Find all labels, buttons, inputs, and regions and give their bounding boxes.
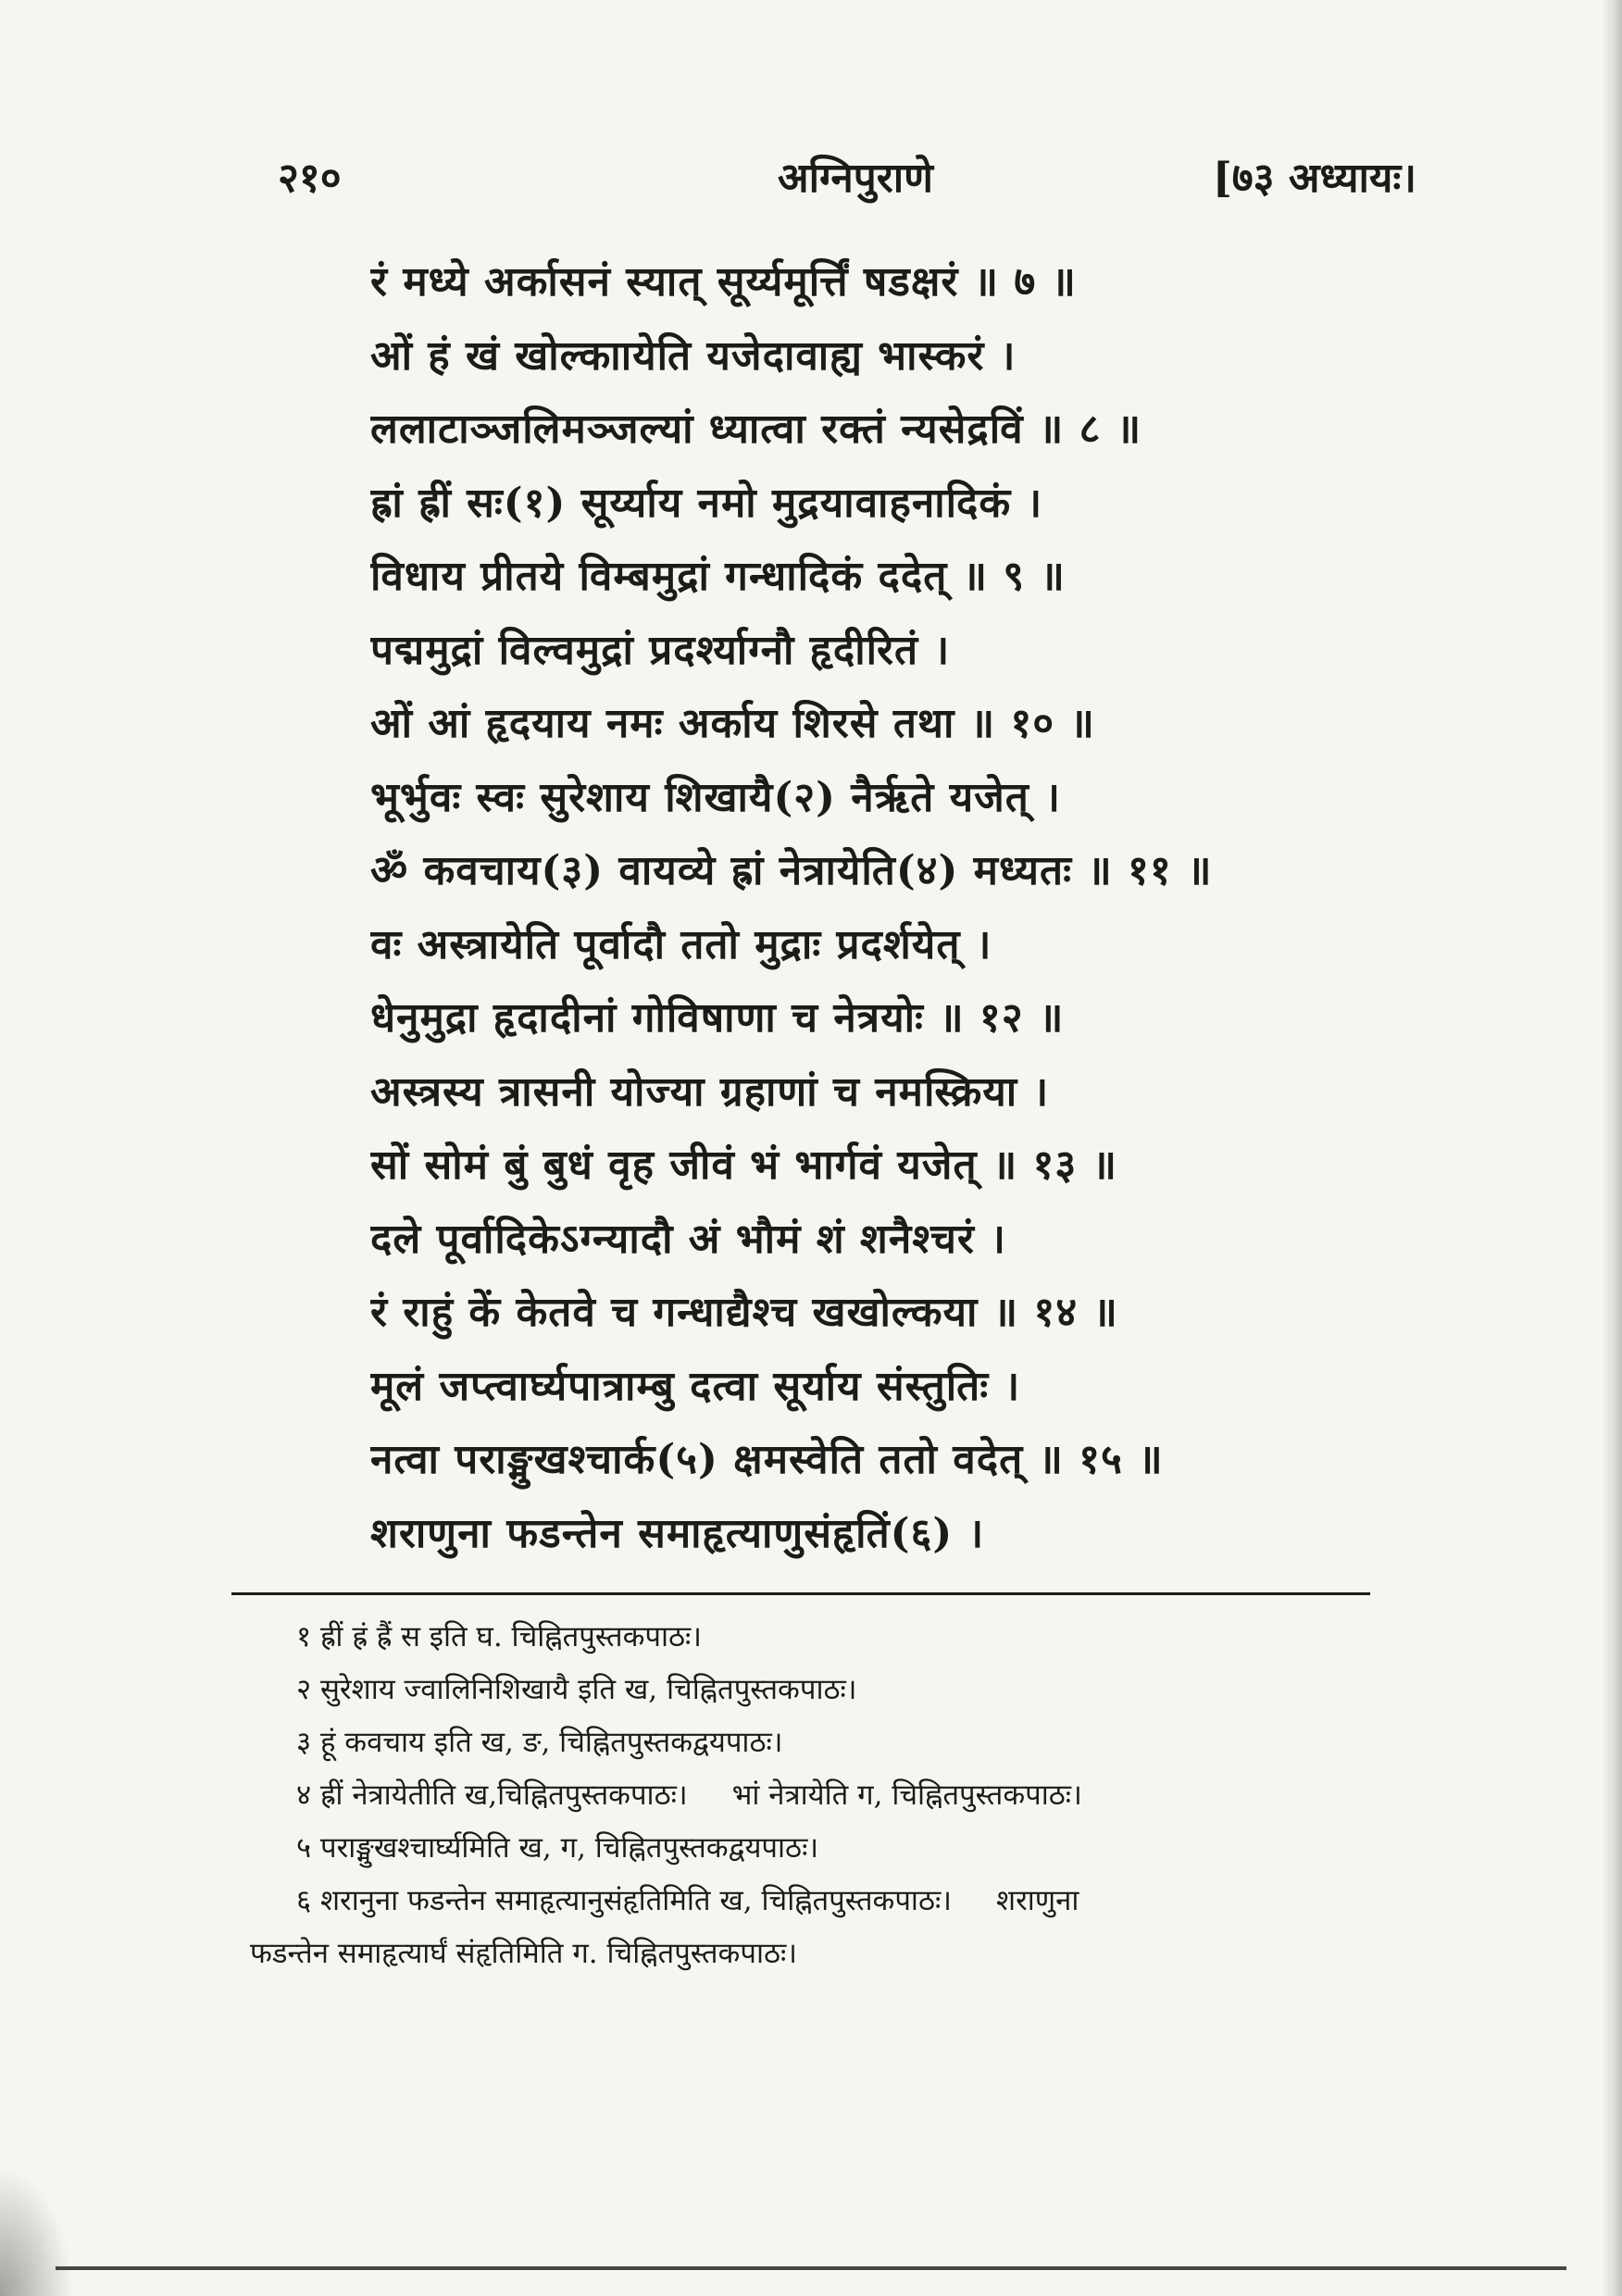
verse-line: दले पूर्वादिकेऽग्न्यादौ अं भौमं शं शनैश्चरं । — [370, 1215, 1006, 1263]
footnote-text: शराणुना — [995, 1884, 1079, 1917]
footnotes — [250, 1611, 1416, 1980]
footnote — [250, 1769, 1416, 1822]
verse-line: अस्त्रस्य त्रासनी योज्या ग्रहाणां च नमस्क्रिया । — [370, 1067, 1050, 1116]
footnote — [250, 1611, 1416, 1664]
footnote-text: २ सुरेशाय ज्वालिनिशिखायै इति ख, चिह्नितपुस्तकपाठः। — [296, 1673, 857, 1706]
verse-line: ओं आं हृदयाय नमः अर्काय शिरसे तथा ॥ १० ॥ — [370, 700, 1095, 747]
footnote — [250, 1716, 1416, 1769]
book-title: अग्निपुराणे — [778, 155, 933, 202]
scan-bottom-edge — [56, 2266, 1566, 2270]
footnote-text: ४ ह्रीं नेत्रायेतीति ख,चिह्नितपुस्तकपाठः। — [296, 1778, 688, 1812]
footnote — [250, 1664, 1416, 1716]
footnote-text: ५ पराङ्मुखश्चार्घ्यमिति ख, ग, चिह्नितपुस्तकद्वयपाठः। — [296, 1831, 819, 1865]
page-corner-shadow — [0, 2166, 74, 2296]
verse-line: पद्ममुद्रां विल्वमुद्रां प्रदर्श्याग्नौ हृदीरितं । — [370, 626, 951, 674]
footnote-continuation — [250, 1928, 1416, 1980]
verse-line: रं राहुं कें केतवे च गन्धाद्यैश्च खखोल्कया ॥ १४ ॥ — [370, 1289, 1118, 1336]
footnote-text: भां नेत्रायेति ग, चिह्नितपुस्तकपाठः। — [731, 1778, 1082, 1812]
verse-line: वः अस्त्रायेति पूर्वादौ ततो मुद्राः प्रदर्शयेत् । — [370, 920, 992, 968]
footnote-divider — [231, 1592, 1370, 1595]
verse-line: सों सोमं बुं बुधं वृह जीवं भं भार्गवं यजेत् ॥ १३ ॥ — [370, 1142, 1117, 1189]
running-header — [278, 148, 1416, 204]
page-number: २१० — [278, 155, 342, 202]
verse-line: मूलं जप्त्वार्घ्यपात्राम्बु दत्वा सूर्याय संस्तुतिः । — [370, 1362, 1021, 1410]
verse-line: ह्रां ह्रीं सः(१) सूर्य्याय नमो मुद्रयावाहनादिकं । — [370, 479, 1043, 527]
verse-line: नत्वा पराङ्मुखश्चार्क(५) क्षमस्वेति ततो वदेत् ॥ १५ ॥ — [370, 1436, 1164, 1483]
verse-line: ललाटाञ्जलिमञ्जल्यां ध्यात्वा रक्तं न्यसेद्रविं ॥ ८ ॥ — [370, 406, 1142, 453]
verse-line: विधाय प्रीतये विम्बमुद्रां गन्धादिकं ददेत् ॥ ९ ॥ — [370, 553, 1066, 600]
verse-block — [370, 245, 1416, 1570]
verse-line: ओं हं खं खोल्काायेति यजेदावाह्य भास्करं । — [370, 331, 1017, 380]
page-edge-shadow — [1602, 0, 1622, 2296]
footnote — [250, 1822, 1416, 1875]
chapter-label: [७३ अध्यायः। — [1212, 155, 1416, 202]
footnote-text: ३ हूं कवचाय इति ख, ङ, चिह्नितपुस्तकद्वयपाठः। — [296, 1726, 783, 1759]
verse-line: भूर्भुवः स्वः सुरेशाय शिखायै(२) नैर्ऋते यजेत् । — [370, 773, 1061, 821]
verse-line: ॐ कवचाय(३) वायव्ये ह्रां नेत्रायेति(४) मध्यतः ॥ ११ ॥ — [370, 847, 1213, 894]
verse-line: शराणुना फडन्तेन समाहृत्याणुसंहृतिं(६) । — [370, 1509, 985, 1557]
verse-line: रं मध्ये अर्कासनं स्यात् सूर्य्यमूर्त्तिं षडक्षरं ॥ ७ ॥ — [370, 258, 1077, 306]
footnote — [250, 1875, 1416, 1928]
verse-line: धेनुमुद्रा हृदादीनां गोविषाणा च नेत्रयोः ॥ १२ ॥ — [370, 994, 1065, 1042]
footnote-text: ६ शरानुना फडन्तेन समाहृत्यानुसंहृतिमिति ख, चिह्नितपुस्तकपाठः। — [296, 1884, 952, 1917]
footnote-text: १ ह्रीं ह्रं ह्रैं स इति घ. चिह्नितपुस्तकपाठः। — [296, 1620, 703, 1653]
footnote-text: फडन्तेन समाहृत्यार्घं संहृतिमिति ग. चिह्नितपुस्तकपाठः। — [250, 1937, 797, 1970]
